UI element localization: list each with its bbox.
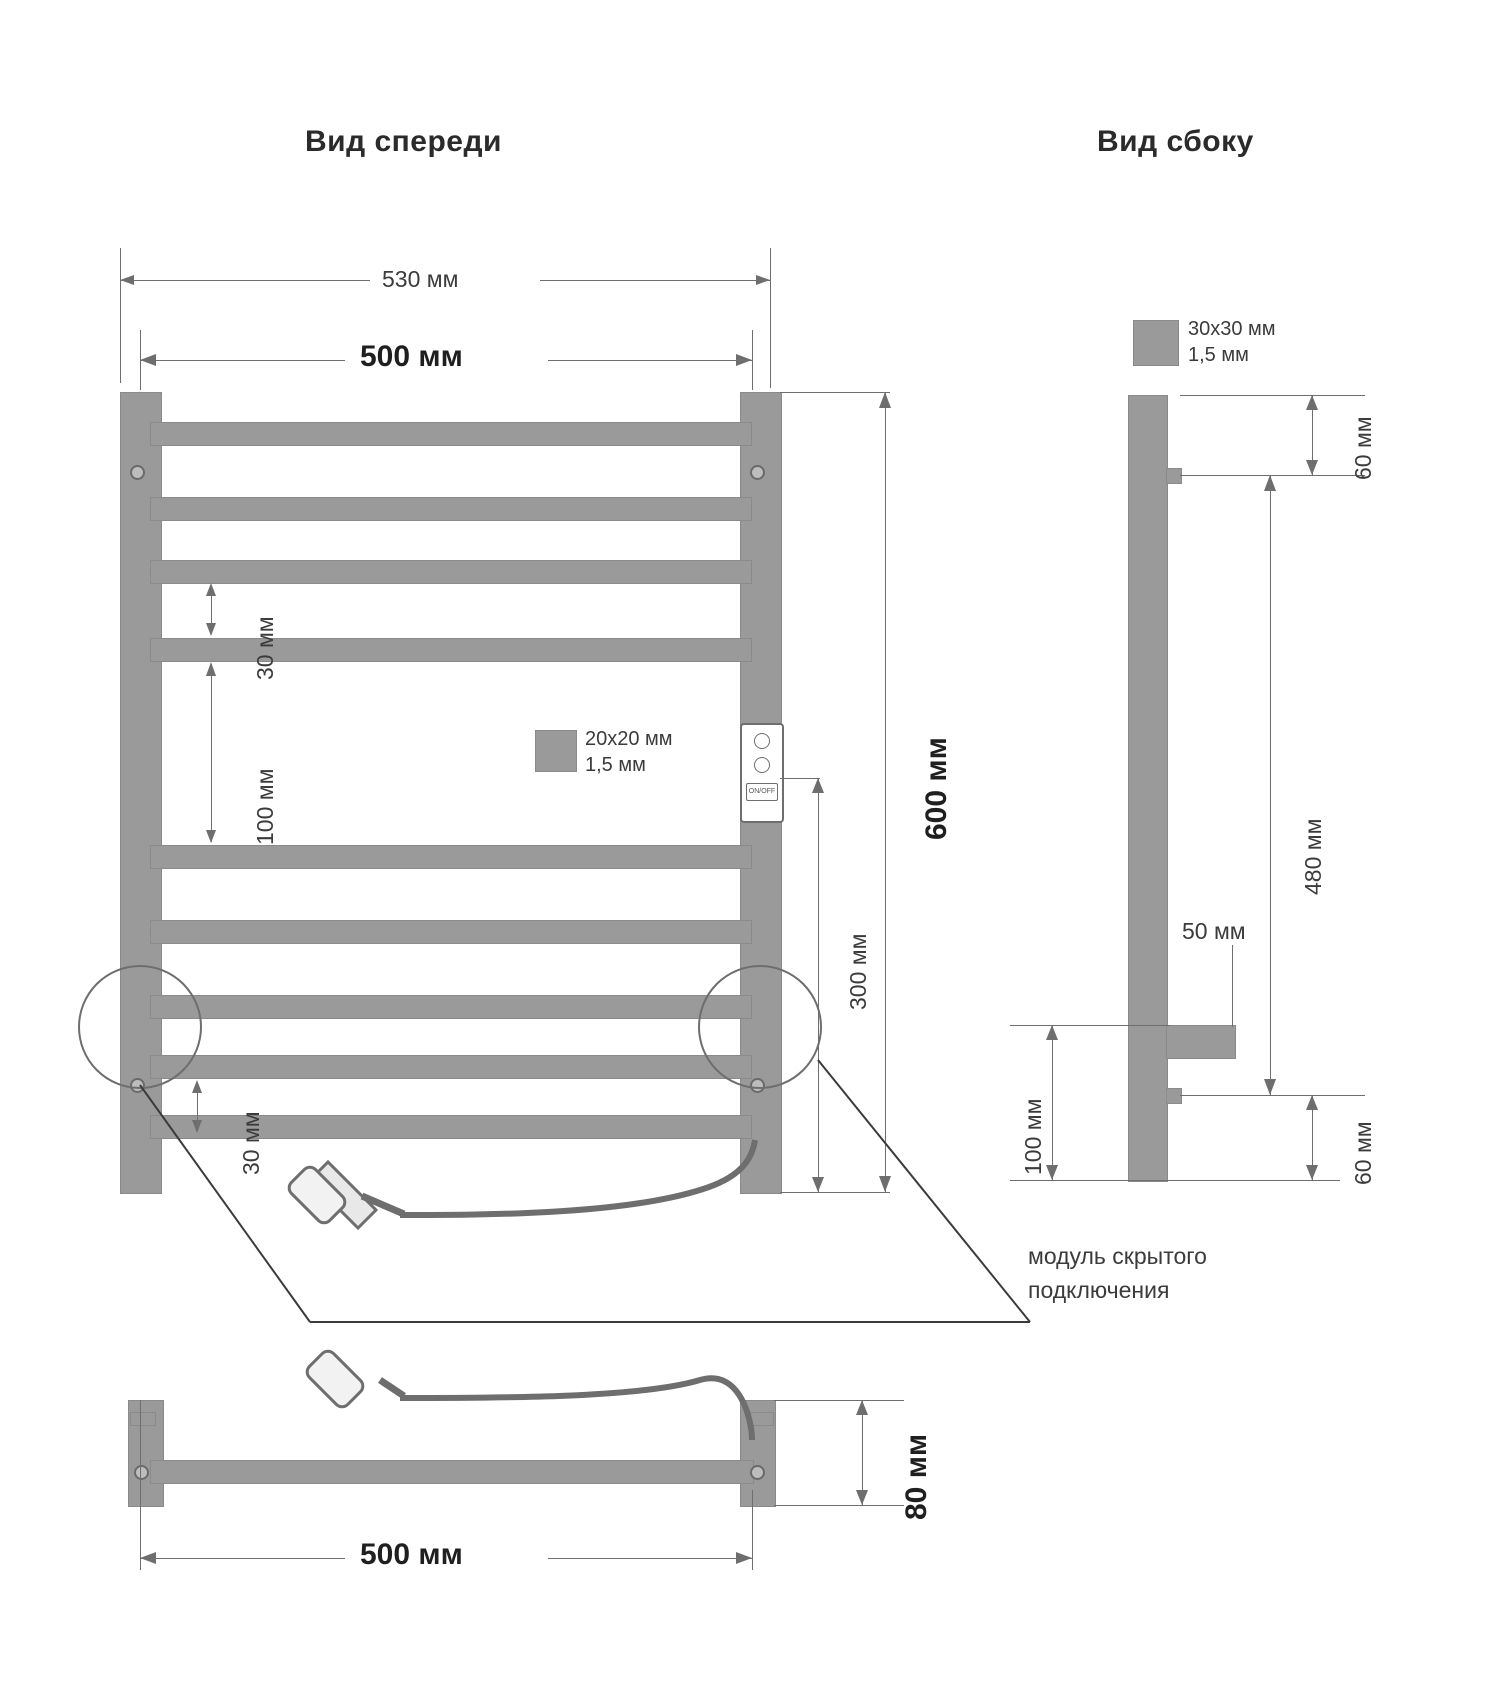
dim-30-bottom-label: 30 мм (238, 1111, 264, 1175)
module-caption-line2: подключения (1028, 1277, 1170, 1303)
dim-30-gap-label: 30 мм (252, 616, 278, 680)
profile-label-side-1: 30x30 мм (1188, 318, 1276, 340)
dim-530-label: 530 мм (382, 266, 459, 292)
dim-300-label: 300 мм (845, 933, 871, 1010)
front-view-title: Вид спереди (305, 125, 502, 158)
dim-80-label: 80 мм (900, 1433, 933, 1520)
dim-100-gap-label: 100 мм (252, 768, 278, 845)
dim-480-label: 480 мм (1300, 818, 1326, 895)
dim-60-top-label: 60 мм (1350, 416, 1376, 480)
profile-label-front-1: 20x20 мм (585, 728, 673, 750)
profile-label-front-2: 1,5 мм (585, 754, 646, 776)
dim-500-top-label: 500 мм (360, 1538, 463, 1571)
onoff-button[interactable]: ON/OFF (746, 783, 778, 801)
module-caption-line1: модуль скрытого (1028, 1243, 1207, 1269)
dim-60-bottom-label: 60 мм (1350, 1121, 1376, 1185)
side-view-title: Вид сбоку (1097, 125, 1254, 158)
dim-50-label: 50 мм (1182, 918, 1246, 944)
dim-600-label: 600 мм (920, 737, 953, 840)
dim-100-side-label: 100 мм (1020, 1098, 1046, 1175)
dim-500-label: 500 мм (360, 340, 463, 373)
profile-label-side-2: 1,5 мм (1188, 344, 1249, 366)
